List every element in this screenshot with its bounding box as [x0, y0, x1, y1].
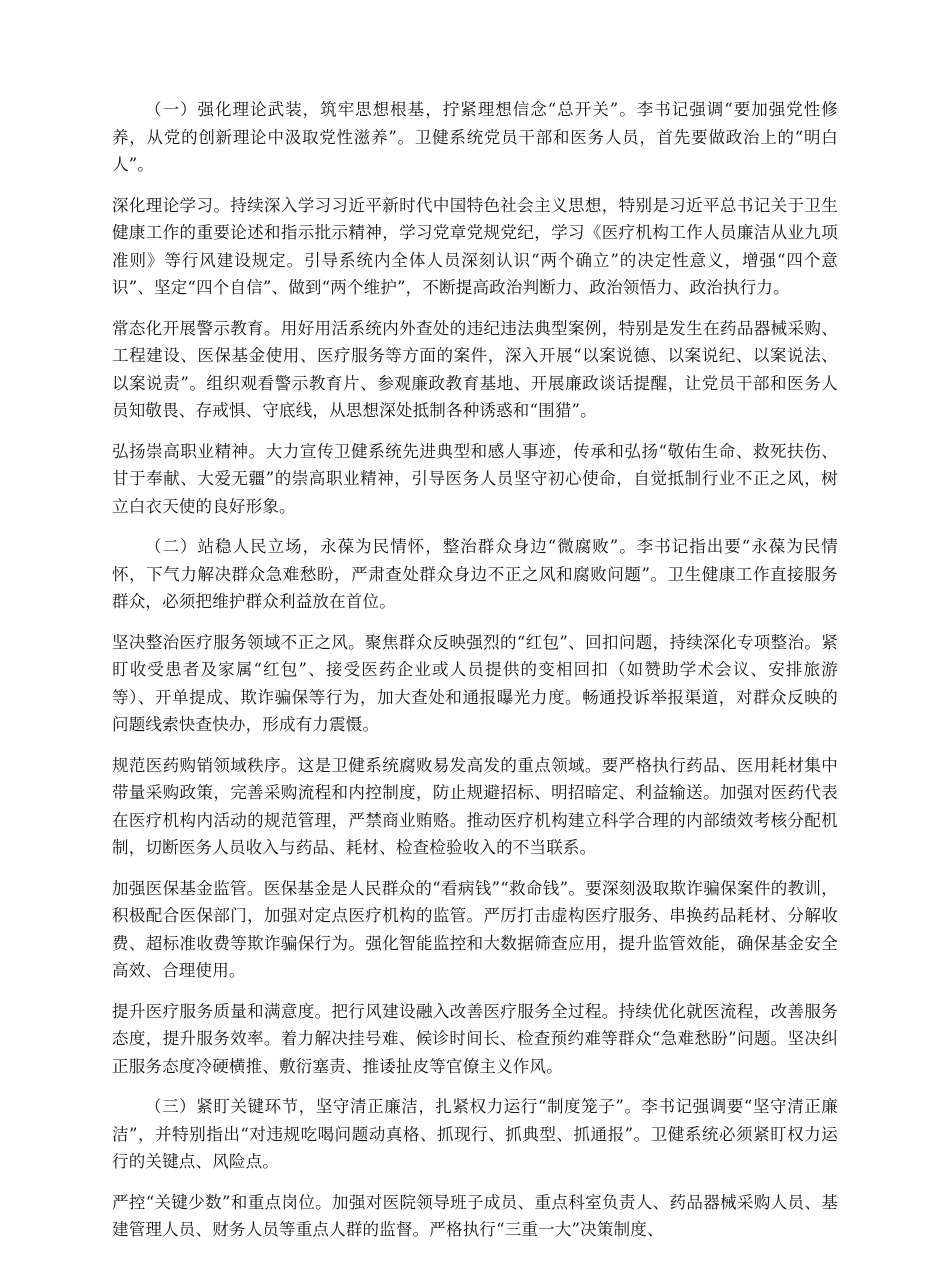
paragraph: （三）紧盯关键环节，坚守清正廉洁，扎紧权力运行“制度笼子”。李书记强调要“坚守清正廉洁”，并特别指出“对违规吃喝问题动真格、抓现行、抓典型、抓通报”。卫健系统必须紧盯权力运行的关键点、风险点。: [112, 1097, 838, 1171]
paragraph: 提升医疗服务质量和满意度。把行风建设融入改善医疗服务全过程。持续优化就医流程，改善服务态度，提升服务效率。着力解决挂号难、候诊时间长、检查预约难等群众“急难愁盼”问题。坚决纠正服务态度冷硬横推、敷衍塞责、推诿扯皮等官僚主义作风。: [112, 1001, 838, 1076]
paragraph: 常态化开展警示教育。用好用活系统内外查处的违纪违法典型案例，特别是发生在药品器械采购、工程建设、医保基金使用、医疗服务等方面的案件，深入开展“以案说德、以案说纪、以案说法、以案说责”。组织观看警示教育片、参观廉政教育基地、开展廉政谈话提醒，让党员干部和医务人员知敬畏、存戒惧、守底线，从思想深处抵制各种诱惑和“围猎”。: [112, 318, 838, 420]
document-body: [112, 96, 838, 1244]
paragraph: 严控“关键少数”和重点岗位。加强对医院领导班子成员、重点科室负责人、药品器械采购人员、基建管理人员、财务人员等重点人群的监督。严格执行“三重一大”决策制度、: [112, 1192, 838, 1239]
paragraph: （一）强化理论武装，筑牢思想根基，拧紧理想信念“总开关”。李书记强调“要加强党性修养，从党的创新理论中汲取党性滋养”。卫健系统党员干部和医务人员，首先要做政治上的“明白人”。: [112, 100, 838, 174]
paragraph: 弘扬崇高职业精神。大力宣传卫健系统先进典型和感人事迹，传承和弘扬“敬佑生命、救死扶伤、甘于奉献、大爱无疆”的崇高职业精神，引导医务人员坚守初心使命，自觉抵制行业不正之风，树立白衣天使的良好形象。: [112, 441, 838, 516]
paragraph: 加强医保基金监管。医保基金是人民群众的“看病钱”“救命钱”。要深刻汲取欺诈骗保案件的教训，积极配合医保部门，加强对定点医疗机构的监管。严厉打击虚构医疗服务、串换药品耗材、分解收费、超标准收费等欺诈骗保行为。强化智能监控和大数据筛查应用，提升监管效能，确保基金安全高效、合理使用。: [112, 878, 838, 980]
paragraph: 规范医药购销领域秩序。这是卫健系统腐败易发高发的重点领域。要严格执行药品、医用耗材集中带量采购政策，完善采购流程和内控制度，防止规避招标、明招暗定、利益输送。加强对医药代表在医疗机构内活动的规范管理，严禁商业贿赂。推动医疗机构建立科学合理的内部绩效考核分配机制，切断医务人员收入与药品、耗材、检查检验收入的不当联系。: [112, 755, 838, 857]
paragraph: （二）站稳人民立场，永葆为民情怀，整治群众身边“微腐败”。李书记指出要“永葆为民情怀，下气力解决群众急难愁盼，严肃查处群众身边不正之风和腐败问题”。卫生健康工作直接服务群众，必须把维护群众利益放在首位。: [112, 537, 838, 611]
paragraph: 深化理论学习。持续深入学习习近平新时代中国特色社会主义思想，特别是习近平总书记关于卫生健康工作的重要论述和指示批示精神，学习党章党规党纪，学习《医疗机构工作人员廉洁从业九项准则》等行风建设规定。引导系统内全体人员深刻认识“两个确立”的决定性意义，增强“四个意识”、坚定“四个自信”、做到“两个维护”，不断提高政治判断力、政治领悟力、政治执行力。: [112, 195, 838, 297]
paragraph: 坚决整治医疗服务领域不正之风。聚焦群众反映强烈的“红包”、回扣问题，持续深化专项整治。紧盯收受患者及家属“红包”、接受医药企业或人员提供的变相回扣（如赞助学术会议、安排旅游等）、开单提成、欺诈骗保等行为，加大查处和通报曝光力度。畅通投诉举报渠道，对群众反映的问题线索快查快办，形成有力震慑。: [112, 632, 838, 734]
